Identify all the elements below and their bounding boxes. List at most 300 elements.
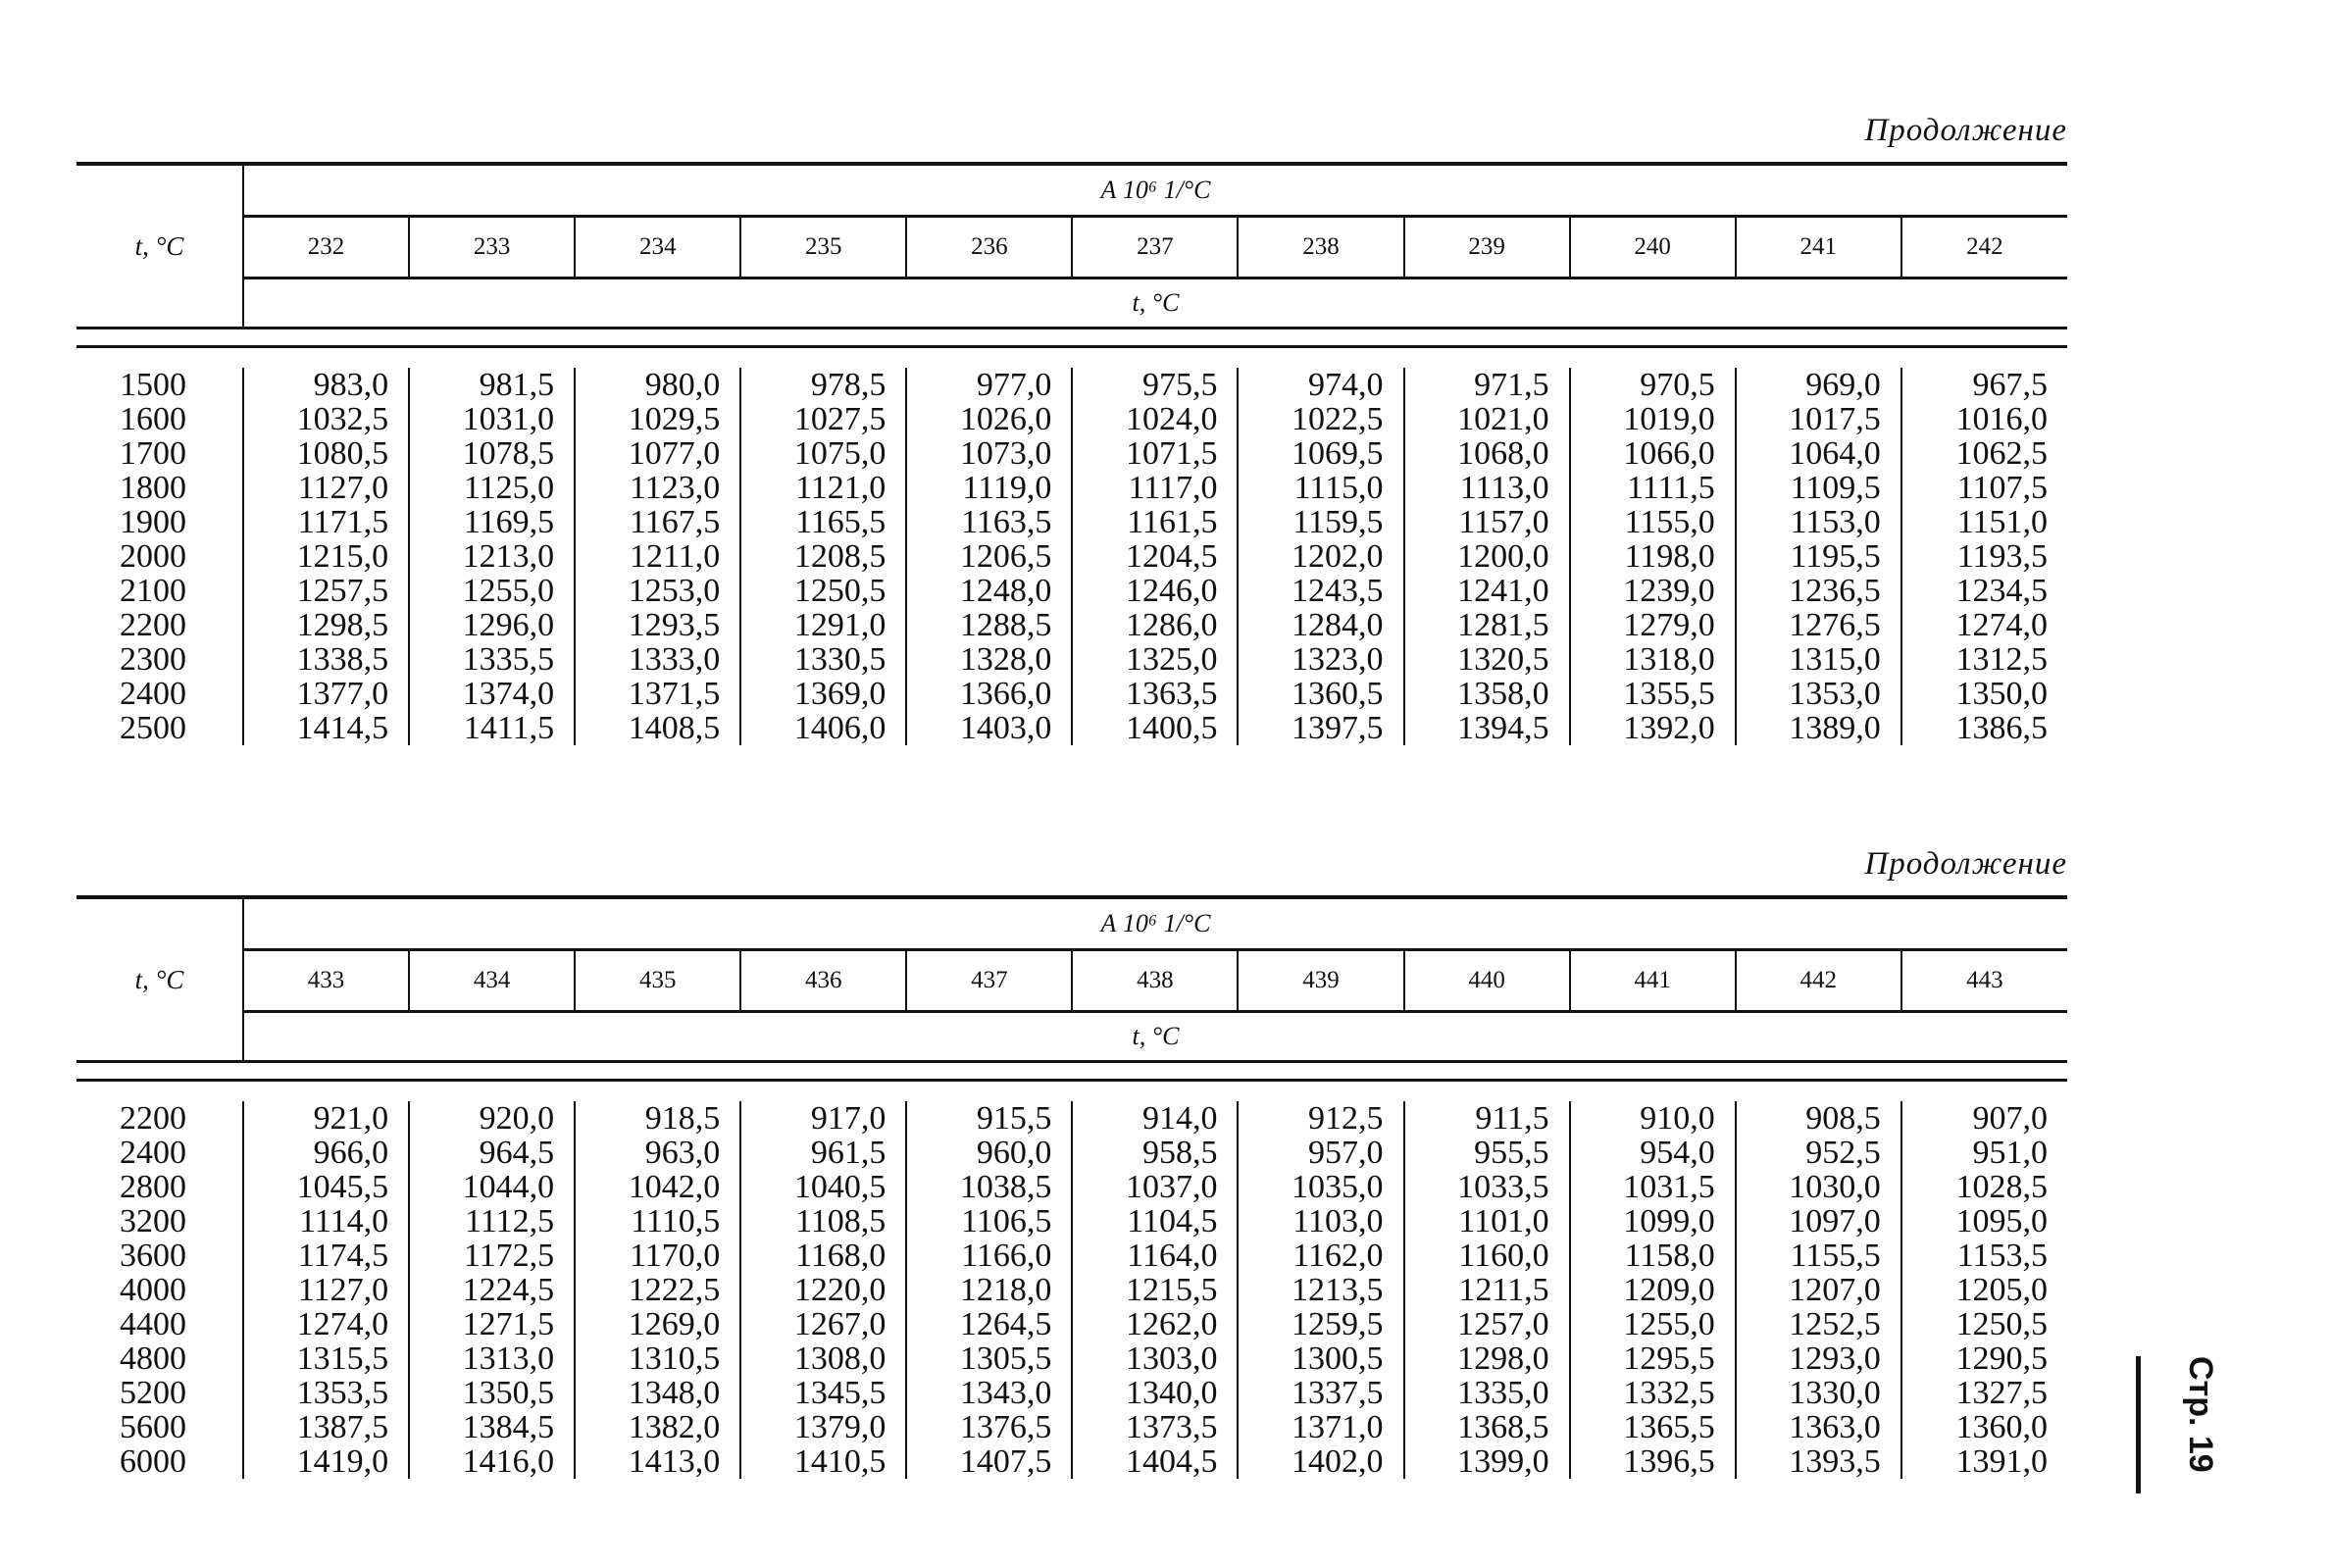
- table-cell: 1075,0: [793, 435, 887, 472]
- value-column: [1404, 1101, 1570, 1479]
- value-column: [906, 1101, 1072, 1479]
- table-cell: 908,5: [1805, 1100, 1881, 1137]
- table-cell: 1151,0: [1956, 504, 2048, 540]
- table-cell: 1365,5: [1623, 1409, 1715, 1445]
- table-cell: 1097,0: [1789, 1203, 1881, 1239]
- column-header: 443: [1901, 950, 2067, 1012]
- value-column: [1072, 1101, 1238, 1479]
- table-cell: 1213,5: [1292, 1272, 1384, 1308]
- table-cell: 1211,5: [1458, 1272, 1549, 1308]
- table-cell: 1234,5: [1955, 573, 2048, 609]
- table-cell: 1312,5: [1955, 641, 2048, 678]
- table-cell: 1236,5: [1789, 573, 1881, 609]
- table-body: [76, 368, 2067, 745]
- a-header: А 10⁶ 1/°C: [243, 164, 2067, 217]
- table-cell: 2800: [120, 1169, 186, 1205]
- table-cell: 2400: [120, 1135, 186, 1171]
- table-cell: 1162,0: [1292, 1238, 1384, 1274]
- page-number-marker: [2136, 1356, 2219, 1493]
- table-cell: 1202,0: [1292, 538, 1384, 575]
- table-cell: 6000: [120, 1443, 186, 1480]
- table-cell: 1024,0: [1125, 401, 1218, 437]
- table-cell: 915,5: [976, 1100, 1052, 1137]
- table-cell: 1257,0: [1457, 1306, 1549, 1342]
- table-cell: 1402,0: [1292, 1443, 1384, 1480]
- table-cell: 1286,0: [1125, 607, 1218, 643]
- table-cell: 969,0: [1805, 367, 1881, 403]
- table-cell: 1071,5: [1125, 435, 1218, 472]
- table-cell: 1355,5: [1623, 676, 1715, 712]
- table-cell: 1027,5: [793, 401, 887, 437]
- table-cell: 1125,0: [463, 470, 555, 506]
- table-cell: 1350,0: [1955, 676, 2048, 712]
- table-cell: 1158,0: [1624, 1238, 1715, 1274]
- table-cell: 1379,0: [793, 1409, 887, 1445]
- value-column: [1072, 368, 1238, 745]
- table-cell: 1366,0: [959, 676, 1052, 712]
- table-cell: 2300: [120, 641, 186, 678]
- table-cell: 1255,0: [1623, 1306, 1715, 1342]
- table-cell: 1281,5: [1457, 607, 1549, 643]
- table-cell: 1029,5: [628, 401, 721, 437]
- table-cell: 1300,5: [1292, 1340, 1384, 1377]
- table-cell: 1174,5: [297, 1238, 389, 1274]
- data-table-1: [76, 162, 2067, 745]
- page-number: Стр. 19: [2182, 1356, 2219, 1473]
- table-cell: 1193,5: [1956, 538, 2048, 575]
- table-cell: 1253,0: [628, 573, 721, 609]
- table-cell: 1391,0: [1955, 1443, 2048, 1480]
- table-cell: 920,0: [479, 1100, 555, 1137]
- table-cell: 5600: [120, 1409, 186, 1445]
- value-column: [409, 1101, 575, 1479]
- table-cell: 5200: [120, 1375, 186, 1411]
- table-cell: 1157,0: [1458, 504, 1549, 540]
- table-cell: 1215,0: [296, 538, 389, 575]
- value-column: [1238, 1101, 1403, 1479]
- value-column: [1570, 1101, 1736, 1479]
- table-cell: 970,5: [1640, 367, 1715, 403]
- value-column: [575, 368, 740, 745]
- table-cell: 1252,5: [1789, 1306, 1881, 1342]
- table-cell: 1303,0: [1125, 1340, 1218, 1377]
- table-cell: 1389,0: [1789, 710, 1881, 746]
- table-cell: 978,5: [810, 367, 887, 403]
- value-column: [740, 368, 906, 745]
- column-header: 232: [243, 217, 409, 278]
- table-cell: 1113,0: [1459, 470, 1549, 506]
- table-cell: 1333,0: [628, 641, 721, 678]
- table-cell: 1800: [120, 470, 186, 506]
- table-cell: 1353,5: [296, 1375, 389, 1411]
- value-column: [409, 368, 575, 745]
- table-cell: 1400,5: [1125, 710, 1218, 746]
- table-cell: 1308,0: [793, 1340, 887, 1377]
- table-cell: 1360,0: [1955, 1409, 2048, 1445]
- table-cell: 1318,0: [1623, 641, 1715, 678]
- table-cell: 1222,5: [628, 1272, 721, 1308]
- table-cell: 1262,0: [1125, 1306, 1218, 1342]
- table-cell: 1037,0: [1125, 1169, 1218, 1205]
- table-cell: 1335,0: [1457, 1375, 1549, 1411]
- column-header: 434: [409, 950, 575, 1012]
- table-cell: 1241,0: [1457, 573, 1549, 609]
- table-cell: 1168,0: [795, 1238, 887, 1274]
- table-cell: 964,5: [479, 1135, 555, 1171]
- table-cell: 1330,0: [1789, 1375, 1881, 1411]
- table-cell: 1255,0: [462, 573, 555, 609]
- table-cell: 1250,5: [793, 573, 887, 609]
- table-cell: 1384,5: [462, 1409, 555, 1445]
- table-cell: 954,0: [1640, 1135, 1715, 1171]
- table-cell: 1323,0: [1292, 641, 1384, 678]
- table-cell: 1404,5: [1125, 1443, 1218, 1480]
- table-cell: 1313,0: [462, 1340, 555, 1377]
- column-header: 234: [575, 217, 740, 278]
- value-column: [906, 368, 1072, 745]
- table-cell: 1205,0: [1955, 1272, 2048, 1308]
- table-cell: 1155,5: [1790, 1238, 1881, 1274]
- table-cell: 1408,5: [628, 710, 721, 746]
- table-cell: 1411,5: [463, 710, 555, 746]
- table-cell: 1028,5: [1955, 1169, 2048, 1205]
- value-column: [1570, 368, 1736, 745]
- table-cell: 983,0: [313, 367, 389, 403]
- table-cell: 1109,5: [1790, 470, 1881, 506]
- table-cell: 1123,0: [629, 470, 721, 506]
- table-cell: 1382,0: [628, 1409, 721, 1445]
- column-header: 238: [1238, 217, 1403, 278]
- table-cell: 1213,0: [462, 538, 555, 575]
- table-cell: 1069,5: [1292, 435, 1384, 472]
- table-cell: 1348,0: [628, 1375, 721, 1411]
- table-cell: 1363,0: [1789, 1409, 1881, 1445]
- table-cell: 1208,5: [793, 538, 887, 575]
- table-cell: 1327,5: [1955, 1375, 2048, 1411]
- t-subheader: t, °C: [1132, 1022, 1180, 1050]
- table-cell: 1153,0: [1790, 504, 1881, 540]
- table-cell: 1121,0: [795, 470, 887, 506]
- table-cell: 1338,5: [296, 641, 389, 678]
- table-cell: 1164,0: [1127, 1238, 1218, 1274]
- table-cell: 1160,0: [1458, 1238, 1549, 1274]
- table-cell: 1700: [120, 435, 186, 472]
- table-cell: 1167,5: [629, 504, 721, 540]
- t-column-label: t, °C: [76, 164, 243, 329]
- table-cell: 1042,0: [628, 1169, 721, 1205]
- table-cell: 1153,5: [1956, 1238, 2048, 1274]
- table-cell: 917,0: [810, 1100, 887, 1137]
- table-cell: 910,0: [1640, 1100, 1715, 1137]
- table-cell: 1353,0: [1789, 676, 1881, 712]
- table-cell: 1108,5: [795, 1203, 887, 1239]
- table-cell: 1377,0: [296, 676, 389, 712]
- table-cell: 1419,0: [296, 1443, 389, 1480]
- table-cell: 1410,5: [793, 1443, 887, 1480]
- table-cell: 1104,5: [1127, 1203, 1218, 1239]
- table-cell: 1062,5: [1955, 435, 2048, 472]
- table-cell: 1040,5: [793, 1169, 887, 1205]
- column-header: 235: [740, 217, 906, 278]
- table-cell: 967,5: [1972, 367, 2048, 403]
- table-cell: 4000: [120, 1272, 186, 1308]
- table-cell: 1068,0: [1457, 435, 1549, 472]
- table-cell: 1295,5: [1623, 1340, 1715, 1377]
- table-cell: 1204,5: [1125, 538, 1218, 575]
- table-cell: 961,5: [810, 1135, 887, 1171]
- table-cell: 2500: [120, 710, 186, 746]
- table-cell: 1019,0: [1623, 401, 1715, 437]
- table-cell: 1900: [120, 504, 186, 540]
- table-cell: 1340,0: [1125, 1375, 1218, 1411]
- table-cell: 1296,0: [462, 607, 555, 643]
- table-cell: 1600: [120, 401, 186, 437]
- table-cell: 1298,5: [296, 607, 389, 643]
- table-cell: 918,5: [644, 1100, 721, 1137]
- table-cell: 1293,5: [628, 607, 721, 643]
- table-cell: 1169,5: [463, 504, 555, 540]
- table-cell: 1243,5: [1292, 573, 1384, 609]
- table-cell: 1163,5: [961, 504, 1052, 540]
- t-column-label: t, °C: [76, 897, 243, 1062]
- table-cell: 1298,0: [1457, 1340, 1549, 1377]
- table-cell: 1392,0: [1623, 710, 1715, 746]
- table-cell: 1264,5: [959, 1306, 1052, 1342]
- table-cell: 1207,0: [1789, 1272, 1881, 1308]
- table-cell: 1198,0: [1624, 538, 1715, 575]
- table-cell: 1345,5: [793, 1375, 887, 1411]
- table-cell: 1172,5: [463, 1238, 555, 1274]
- column-header: 237: [1072, 217, 1238, 278]
- column-header: 239: [1404, 217, 1570, 278]
- table-cell: 3600: [120, 1238, 186, 1274]
- table-cell: 1350,5: [462, 1375, 555, 1411]
- table-cell: 1288,5: [959, 607, 1052, 643]
- table-cell: 1127,0: [297, 1272, 389, 1308]
- value-column: [1901, 368, 2067, 745]
- table-cell: 1078,5: [462, 435, 555, 472]
- table-cell: 1026,0: [959, 401, 1052, 437]
- table-cell: 1343,0: [959, 1375, 1052, 1411]
- value-column: [1238, 368, 1403, 745]
- table-cell: 1257,5: [296, 573, 389, 609]
- table-cell: 1291,0: [793, 607, 887, 643]
- table-cell: 1371,0: [1292, 1409, 1384, 1445]
- table-cell: 1330,5: [793, 641, 887, 678]
- table-cell: 1279,0: [1623, 607, 1715, 643]
- column-header: 236: [906, 217, 1072, 278]
- table-cell: 1110,5: [631, 1203, 721, 1239]
- table-cell: 1387,5: [296, 1409, 389, 1445]
- table-cell: 1016,0: [1955, 401, 2048, 437]
- table-cell: 907,0: [1972, 1100, 2048, 1137]
- table-cell: 980,0: [644, 367, 721, 403]
- table-cell: 1325,0: [1125, 641, 1218, 678]
- table-cell: 1271,5: [462, 1306, 555, 1342]
- table-cell: 1250,5: [1955, 1306, 2048, 1342]
- table-caption: Продолжение: [1864, 846, 2067, 882]
- table-cell: 981,5: [479, 367, 555, 403]
- table-cell: 1246,0: [1125, 573, 1218, 609]
- t-subheader: t, °C: [1132, 288, 1180, 317]
- table-cell: 1239,0: [1623, 573, 1715, 609]
- table-cell: 1171,5: [297, 504, 389, 540]
- table-cell: 1044,0: [462, 1169, 555, 1205]
- table-cell: 1030,0: [1789, 1169, 1881, 1205]
- table-cell: 1195,5: [1790, 538, 1881, 575]
- table-cell: 4400: [120, 1306, 186, 1342]
- table-cell: 1376,5: [959, 1409, 1052, 1445]
- column-header: 435: [575, 950, 740, 1012]
- table-cell: 1114,0: [299, 1203, 389, 1239]
- table-cell: 1112,5: [465, 1203, 555, 1239]
- table-cell: 1363,5: [1125, 676, 1218, 712]
- table-cell: 1045,5: [296, 1169, 389, 1205]
- table-cell: 1161,5: [1127, 504, 1218, 540]
- value-column: [1901, 1101, 2067, 1479]
- table-cell: 1315,0: [1789, 641, 1881, 678]
- table-cell: 1290,5: [1955, 1340, 2048, 1377]
- table-cell: 977,0: [976, 367, 1052, 403]
- table-cell: 1106,5: [961, 1203, 1052, 1239]
- table-cell: 1315,5: [296, 1340, 389, 1377]
- table-cell: 1274,0: [1955, 607, 2048, 643]
- table-cell: 911,5: [1475, 1100, 1549, 1137]
- table-cell: 1021,0: [1457, 401, 1549, 437]
- value-column: [740, 1101, 906, 1479]
- table-body: [76, 1101, 2067, 1479]
- table-cell: 1369,0: [793, 676, 887, 712]
- table-cell: 3200: [120, 1203, 186, 1239]
- table-cell: 1310,5: [628, 1340, 721, 1377]
- table-cell: 952,5: [1805, 1135, 1881, 1171]
- table-cell: 1374,0: [462, 676, 555, 712]
- column-header: 441: [1570, 950, 1736, 1012]
- table-cell: 1031,5: [1623, 1169, 1715, 1205]
- table-cell: 1332,5: [1623, 1375, 1715, 1411]
- table-cell: 1211,0: [629, 538, 721, 575]
- table-cell: 2200: [120, 607, 186, 643]
- table-cell: 4800: [120, 1340, 186, 1377]
- table-cell: 1394,5: [1457, 710, 1549, 746]
- table-cell: 1103,0: [1292, 1203, 1384, 1239]
- table-cell: 1399,0: [1457, 1443, 1549, 1480]
- table-cell: 1416,0: [462, 1443, 555, 1480]
- table-cell: 1335,5: [462, 641, 555, 678]
- table-cell: 1099,0: [1623, 1203, 1715, 1239]
- table-cell: 1224,5: [462, 1272, 555, 1308]
- table-cell: 1115,0: [1293, 470, 1384, 506]
- table-cell: 921,0: [313, 1100, 389, 1137]
- table-cell: 1407,5: [959, 1443, 1052, 1480]
- table-cell: 963,0: [644, 1135, 721, 1171]
- table-cell: 1220,0: [793, 1272, 887, 1308]
- row-labels: [76, 1101, 243, 1479]
- table-cell: 1033,5: [1457, 1169, 1549, 1205]
- table-cell: 951,0: [1972, 1135, 2048, 1171]
- table-cell: 971,5: [1474, 367, 1549, 403]
- table-cell: 1305,5: [959, 1340, 1052, 1377]
- table-cell: 1373,5: [1125, 1409, 1218, 1445]
- column-header: 437: [906, 950, 1072, 1012]
- table-cell: 1274,0: [296, 1306, 389, 1342]
- table-cell: 975,5: [1141, 367, 1218, 403]
- table-cell: 1320,5: [1457, 641, 1549, 678]
- table-cell: 2400: [120, 676, 186, 712]
- table-cell: 1095,0: [1955, 1203, 2048, 1239]
- column-header: 439: [1238, 950, 1403, 1012]
- table-cell: 1397,5: [1292, 710, 1384, 746]
- table-cell: 1032,5: [296, 401, 389, 437]
- table-cell: 1117,0: [1128, 470, 1218, 506]
- table-cell: 1159,5: [1292, 504, 1384, 540]
- table-cell: 1066,0: [1623, 435, 1715, 472]
- table-cell: 1111,5: [1626, 470, 1715, 506]
- table-cell: 1209,0: [1623, 1272, 1715, 1308]
- column-header-row: [76, 217, 2067, 278]
- table-cell: 2200: [120, 1100, 186, 1137]
- table-cell: 1358,0: [1457, 676, 1549, 712]
- column-header-row: [76, 950, 2067, 1012]
- column-header: 233: [409, 217, 575, 278]
- table-cell: 1107,5: [1956, 470, 2048, 506]
- table-cell: 1073,0: [959, 435, 1052, 472]
- table-cell: 955,5: [1474, 1135, 1549, 1171]
- table-cell: 1267,0: [793, 1306, 887, 1342]
- value-column: [1736, 368, 1901, 745]
- table-cell: 1293,0: [1789, 1340, 1881, 1377]
- table-cell: 1259,5: [1292, 1306, 1384, 1342]
- table-cell: 1101,0: [1458, 1203, 1549, 1239]
- table-cell: 2100: [120, 573, 186, 609]
- column-header: 440: [1404, 950, 1570, 1012]
- table-cell: 1215,5: [1125, 1272, 1218, 1308]
- a-header: А 10⁶ 1/°C: [243, 897, 2067, 950]
- table-cell: 1269,0: [628, 1306, 721, 1342]
- table-cell: 1155,0: [1624, 504, 1715, 540]
- table-cell: 1403,0: [959, 710, 1052, 746]
- table-cell: 1165,5: [795, 504, 887, 540]
- value-column: [575, 1101, 740, 1479]
- table-cell: 1396,5: [1623, 1443, 1715, 1480]
- table-cell: 1017,5: [1789, 401, 1881, 437]
- table-cell: 1166,0: [961, 1238, 1052, 1274]
- table-cell: 974,0: [1308, 367, 1384, 403]
- column-header: 438: [1072, 950, 1238, 1012]
- table-cell: 1500: [120, 367, 186, 403]
- table-cell: 1337,5: [1292, 1375, 1384, 1411]
- table-cell: 1218,0: [959, 1272, 1052, 1308]
- table-cell: 1393,5: [1789, 1443, 1881, 1480]
- table-cell: 914,0: [1141, 1100, 1218, 1137]
- table-cell: 966,0: [313, 1135, 389, 1171]
- table-cell: 1386,5: [1955, 710, 2048, 746]
- table-cell: 1200,0: [1457, 538, 1549, 575]
- data-table-2: [76, 895, 2067, 1479]
- table-cell: 1077,0: [628, 435, 721, 472]
- table-caption: Продолжение: [1864, 113, 2067, 148]
- value-column: [243, 368, 409, 745]
- table-cell: 1284,0: [1292, 607, 1384, 643]
- table-cell: 957,0: [1308, 1135, 1384, 1171]
- table-cell: 960,0: [976, 1135, 1052, 1171]
- table-cell: 1371,5: [628, 676, 721, 712]
- table-cell: 1035,0: [1292, 1169, 1384, 1205]
- value-column: [1736, 1101, 1901, 1479]
- column-header: 436: [740, 950, 906, 1012]
- table-cell: 1170,0: [629, 1238, 721, 1274]
- table-cell: 1406,0: [793, 710, 887, 746]
